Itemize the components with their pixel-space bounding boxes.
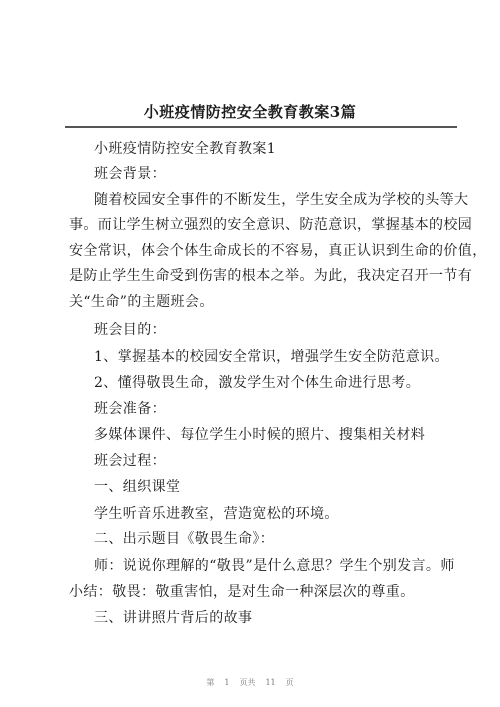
paragraph-line: 小结：敬畏：敬重害怕，是对生命一种深层次的尊重。: [69, 584, 415, 600]
paragraph-line: 关“生命”的主题班会。: [69, 294, 214, 310]
page-footer: [0, 677, 500, 688]
goal-item: 1、掌握基本的校园安全常识，增强学生安全防范意识。: [94, 349, 449, 365]
section-heading-goals: 班会目的：: [94, 322, 166, 338]
paragraph-line: 安全常识，体会个体生命成长的不容易，真正认识到生命的价值，: [69, 243, 487, 259]
footer-total-pages: 11: [265, 678, 276, 687]
paragraph-line: 学生听音乐进教室，营造宽松的环境。: [94, 506, 339, 522]
step-heading: 三、讲讲照片背后的故事: [94, 610, 253, 626]
section-heading-background: 班会背景：: [94, 166, 166, 182]
step-heading: 一、组织课堂: [94, 479, 181, 495]
step-heading: 二、出示题目《敬畏生命》：: [94, 531, 275, 547]
footer-prefix: 第: [206, 678, 215, 687]
paragraph-line: 事。而让学生树立强烈的安全意识、防范意识，掌握基本的校园: [69, 217, 473, 233]
paragraph-line: 师：说说你理解的“敬畏”是什么意思？学生个别发言。师: [94, 558, 455, 574]
goal-item: 2、懂得敬畏生命，激发学生对个体生命进行思考。: [94, 375, 421, 391]
section-heading-preparation: 班会准备：: [94, 401, 166, 417]
document-title: 小班疫情防控安全教育教案3篇: [143, 103, 357, 121]
section-heading-process: 班会过程：: [94, 453, 166, 469]
footer-suffix: 页: [285, 678, 294, 687]
footer-mid: 页共: [239, 678, 256, 687]
paragraph-line: 是防止学生生命受到伤害的根本之举。为此，我决定召开一节有: [69, 268, 473, 284]
paragraph-line: 随着校园安全事件的不断发生，学生安全成为学校的头等大: [94, 192, 469, 208]
title-divider: [65, 126, 457, 128]
lesson-heading: 小班疫情防控安全教育教案1: [94, 141, 277, 157]
footer-page-number: 1: [224, 678, 230, 687]
paragraph-line: 多媒体课件、每位学生小时候的照片、搜集相关材料: [94, 427, 426, 443]
